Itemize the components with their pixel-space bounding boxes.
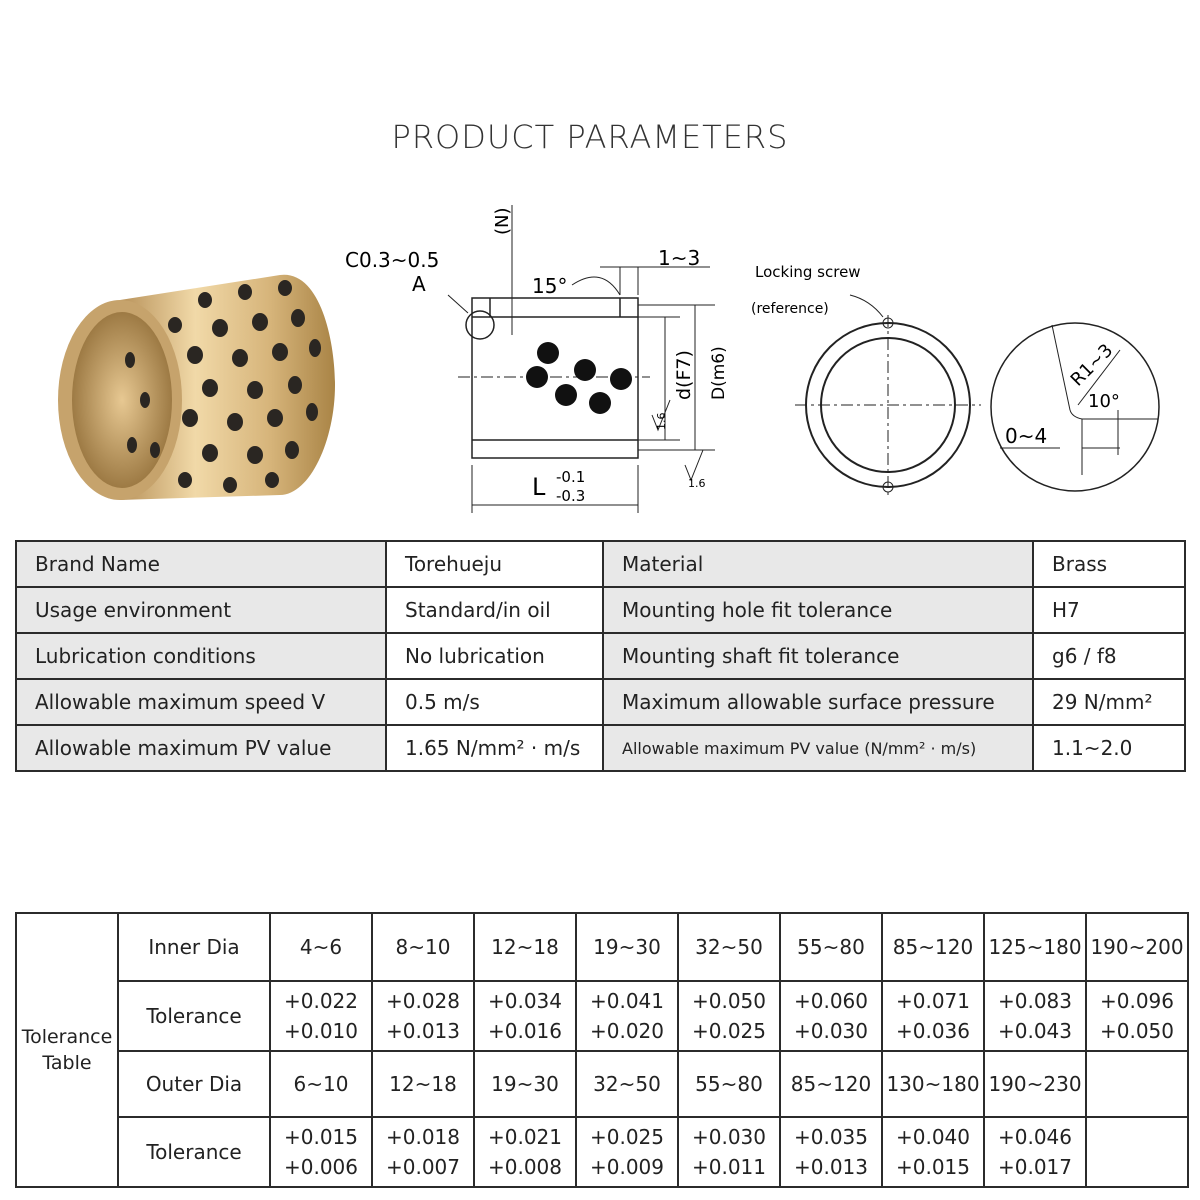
detail-ref-label: A xyxy=(412,272,426,296)
table-row xyxy=(16,913,1188,981)
table-cell xyxy=(372,981,474,1051)
table-cell: 190~230 xyxy=(984,1051,1086,1117)
length-lower-label: -0.3 xyxy=(556,487,586,505)
table-row xyxy=(16,1051,1188,1117)
param-label: Allowable maximum speed V xyxy=(16,679,386,725)
outer-dia-label: D(m6) xyxy=(709,346,729,400)
param-value: No lubrication xyxy=(386,633,603,679)
table-cell: 130~180 xyxy=(882,1051,984,1117)
radius-label: R1~3 xyxy=(1066,339,1118,391)
table-cell xyxy=(780,1117,882,1187)
tolerance-upper: +0.021 xyxy=(487,1125,562,1149)
tolerance-upper: +0.025 xyxy=(589,1125,664,1149)
n-label: (N) xyxy=(492,207,513,235)
row-header: Tolerance xyxy=(118,981,270,1051)
row-header: Inner Dia xyxy=(118,913,270,981)
table-row xyxy=(16,725,1185,771)
table-cell: 6~10 xyxy=(270,1051,372,1117)
tolerance-upper: +0.035 xyxy=(793,1125,868,1149)
param-value: Brass xyxy=(1033,541,1185,587)
table-cell xyxy=(474,1117,576,1187)
tolerance-upper: +0.050 xyxy=(691,989,766,1013)
param-label: Mounting hole fit tolerance xyxy=(603,587,1033,633)
table-cell: 55~80 xyxy=(780,913,882,981)
param-value: Standard/in oil xyxy=(386,587,603,633)
table-row xyxy=(16,679,1185,725)
param-label: Brand Name xyxy=(16,541,386,587)
tolerance-lower: +0.043 xyxy=(997,1019,1072,1043)
param-value: 1.1~2.0 xyxy=(1033,725,1185,771)
param-label: Mounting shaft fit tolerance xyxy=(603,633,1033,679)
tolerance-lower: +0.007 xyxy=(385,1155,460,1179)
table-cell: 8~10 xyxy=(372,913,474,981)
table-cell: 12~18 xyxy=(372,1051,474,1117)
table-cell: 4~6 xyxy=(270,913,372,981)
angle-2-label: 10° xyxy=(1088,391,1120,412)
tolerance-lower: +0.010 xyxy=(283,1019,358,1043)
table-cell: 32~50 xyxy=(678,913,780,981)
tolerance-lower: +0.006 xyxy=(283,1155,358,1179)
group-label-line: Tolerance xyxy=(21,1026,113,1048)
tolerance-lower: +0.050 xyxy=(1099,1019,1174,1043)
tolerance-lower: +0.013 xyxy=(385,1019,460,1043)
table-cell: 55~80 xyxy=(678,1051,780,1117)
table-cell xyxy=(1086,981,1188,1051)
table-row xyxy=(16,981,1188,1051)
tolerance-lower: +0.025 xyxy=(691,1019,766,1043)
table-cell: 19~30 xyxy=(474,1051,576,1117)
param-label: Allowable maximum PV value xyxy=(16,725,386,771)
inner-dia-label: d(F7) xyxy=(673,350,695,400)
table-cell xyxy=(576,981,678,1051)
tolerance-lower: +0.016 xyxy=(487,1019,562,1043)
param-label: Usage environment xyxy=(16,587,386,633)
param-value: g6 / f8 xyxy=(1033,633,1185,679)
page-title: PRODUCT PARAMETERS xyxy=(391,118,789,156)
table-cell xyxy=(678,981,780,1051)
table-cell xyxy=(270,981,372,1051)
locking-screw-label: Locking screw xyxy=(755,263,861,281)
table-cell: 85~120 xyxy=(780,1051,882,1117)
tolerance-lower: +0.020 xyxy=(589,1019,664,1043)
tolerance-upper: +0.041 xyxy=(589,989,664,1013)
roughness-label-2: 1.6 xyxy=(688,477,706,490)
length-upper-label: -0.1 xyxy=(556,468,586,486)
row-header: Tolerance xyxy=(118,1117,270,1187)
table-cell xyxy=(678,1117,780,1187)
tolerance-upper: +0.022 xyxy=(283,989,358,1013)
tolerance-upper: +0.030 xyxy=(691,1125,766,1149)
tolerance-lower: +0.036 xyxy=(895,1019,970,1043)
length-label: L xyxy=(532,473,546,501)
tolerance-lower: +0.015 xyxy=(895,1155,970,1179)
table-cell xyxy=(984,1117,1086,1187)
group-label-line: Table xyxy=(42,1052,92,1074)
tolerance-table-label xyxy=(16,913,118,1187)
param-value: 1.65 N/mm² · m/s xyxy=(386,725,603,771)
table-cell xyxy=(882,981,984,1051)
table-row xyxy=(16,587,1185,633)
table-cell xyxy=(576,1117,678,1187)
tolerance-upper: +0.028 xyxy=(385,989,460,1013)
table-cell: 19~30 xyxy=(576,913,678,981)
tolerance-upper: +0.046 xyxy=(997,1125,1072,1149)
chamfer-label: C0.3~0.5 xyxy=(345,248,440,272)
table-cell: 32~50 xyxy=(576,1051,678,1117)
param-label: Material xyxy=(603,541,1033,587)
table-cell xyxy=(882,1117,984,1187)
table-cell xyxy=(1086,1051,1188,1117)
depth-label: 0~4 xyxy=(1005,424,1048,448)
parameters-table xyxy=(15,540,1186,772)
tolerance-upper: +0.018 xyxy=(385,1125,460,1149)
groove-width-label: 1~3 xyxy=(658,246,701,270)
table-cell: 12~18 xyxy=(474,913,576,981)
angle-label: 15° xyxy=(532,274,568,298)
bushing-photo xyxy=(50,270,340,505)
ring-drawing xyxy=(745,255,985,505)
param-label: Maximum allowable surface pressure xyxy=(603,679,1033,725)
tolerance-upper: +0.071 xyxy=(895,989,970,1013)
table-cell xyxy=(780,981,882,1051)
tolerance-upper: +0.083 xyxy=(997,989,1072,1013)
section-drawing xyxy=(340,195,740,515)
param-value: Torehueju xyxy=(386,541,603,587)
tolerance-lower: +0.009 xyxy=(589,1155,664,1179)
tolerance-upper: +0.096 xyxy=(1099,989,1174,1013)
table-row xyxy=(16,1117,1188,1187)
table-row xyxy=(16,633,1185,679)
roughness-label-1: 1.6 xyxy=(655,412,668,430)
table-cell xyxy=(270,1117,372,1187)
tolerance-upper: +0.060 xyxy=(793,989,868,1013)
reference-label: (reference) xyxy=(751,301,829,317)
param-value: H7 xyxy=(1033,587,1185,633)
table-cell xyxy=(474,981,576,1051)
table-row xyxy=(16,541,1185,587)
tolerance-upper: +0.034 xyxy=(487,989,562,1013)
tolerance-table xyxy=(15,912,1189,1188)
param-value: 0.5 m/s xyxy=(386,679,603,725)
table-cell: 125~180 xyxy=(984,913,1086,981)
tolerance-upper: +0.015 xyxy=(283,1125,358,1149)
tolerance-lower: +0.017 xyxy=(997,1155,1072,1179)
table-cell: 85~120 xyxy=(882,913,984,981)
param-value: 29 N/mm² xyxy=(1033,679,1185,725)
row-header: Outer Dia xyxy=(118,1051,270,1117)
param-label: Allowable maximum PV value (N/mm² · m/s) xyxy=(603,725,1033,771)
tolerance-lower: +0.013 xyxy=(793,1155,868,1179)
tolerance-upper: +0.040 xyxy=(895,1125,970,1149)
table-cell: 190~200 xyxy=(1086,913,1188,981)
table-cell xyxy=(372,1117,474,1187)
tolerance-lower: +0.008 xyxy=(487,1155,562,1179)
tolerance-lower: +0.030 xyxy=(793,1019,868,1043)
table-cell xyxy=(984,981,1086,1051)
detail-drawing xyxy=(990,315,1190,495)
param-label: Lubrication conditions xyxy=(16,633,386,679)
table-cell xyxy=(1086,1117,1188,1187)
tolerance-lower: +0.011 xyxy=(691,1155,766,1179)
